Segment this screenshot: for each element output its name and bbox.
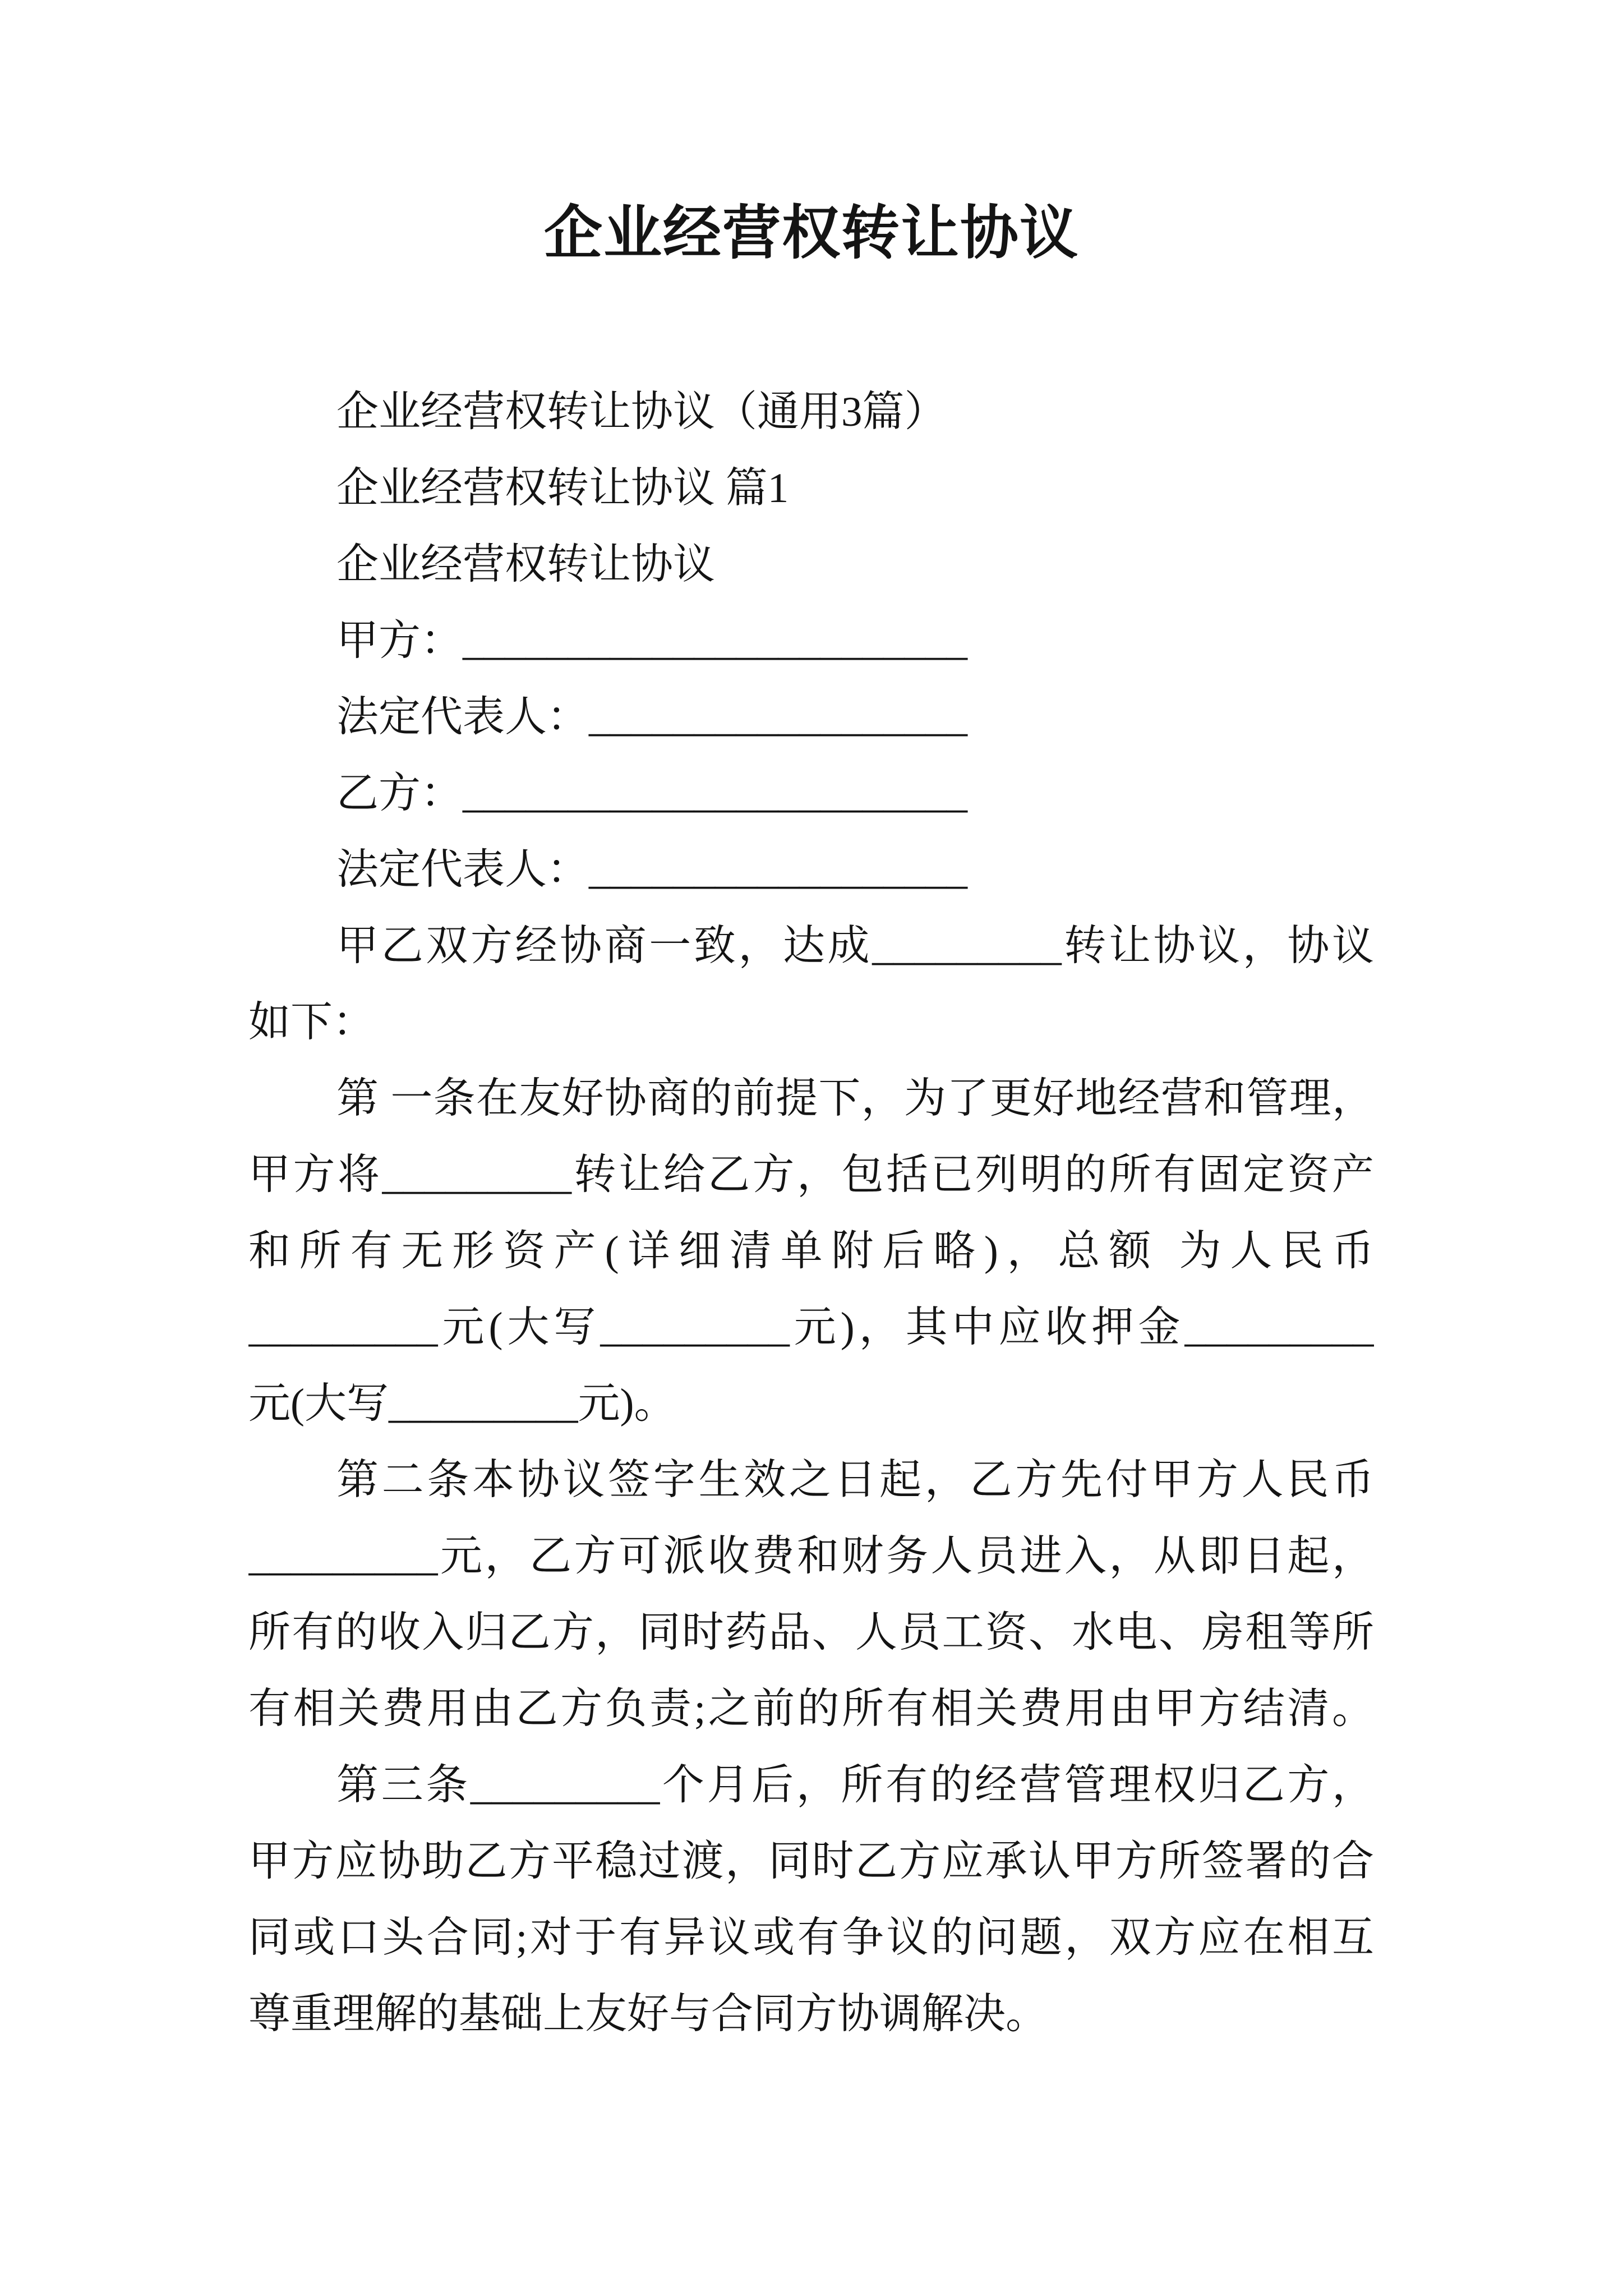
paragraph-line: 第 一条在友好协商的前提下，为了更好地经营和管理， <box>336 1075 1374 1122</box>
article-1-paragraph <box>248 1061 1374 1442</box>
paragraph-line: 甲方将_________转让给乙方，包括已列明的所有固定资产 <box>248 1152 1374 1198</box>
paragraph-line: _________元(大写_________元)，其中应收押金_________ <box>248 1304 1374 1351</box>
party-b-representative-label: 法定代表人： <box>336 846 589 893</box>
paragraph-line: 元(大写_________元)。 <box>248 1381 676 1427</box>
party-b-representative-line <box>248 832 1374 908</box>
collection-title: 企业经营权转让协议（通用3篇） <box>336 389 947 435</box>
paragraph-line: 有相关费用由乙方负责;之前的所有相关费用由甲方结清。 <box>248 1686 1374 1732</box>
paragraph-line: 和所有无形资产(详细清单附后略)，总额 为人民币 <box>248 1228 1374 1274</box>
article-heading: 企业经营权转让协议 篇1 <box>336 465 789 512</box>
document-title: 企业经营权转让协议 <box>543 201 1079 266</box>
article-2-paragraph <box>248 1442 1374 1747</box>
paragraph-line: 尊重理解的基础上友好与合同方协调解决。 <box>248 1991 1048 2037</box>
paragraph-line: 第二条本协议签字生效之日起，乙方先付甲方人民币 <box>336 1457 1374 1503</box>
party-a-line <box>248 603 1374 679</box>
contract-name: 企业经营权转让协议 <box>336 541 716 588</box>
party-b-line <box>248 756 1374 832</box>
paragraph-line: 如下： <box>248 999 375 1046</box>
paragraph-line: _________元，乙方可派收费和财务人员进入，从即日起， <box>248 1533 1374 1580</box>
paragraph-line: 甲方应协助乙方平稳过渡，同时乙方应承认甲方所签署的合 <box>248 1838 1374 1885</box>
party-a-blank: ________________________ <box>463 618 968 664</box>
party-a-representative-label: 法定代表人： <box>336 694 589 740</box>
article-3-paragraph <box>248 1747 1374 2053</box>
party-a-representative-blank: __________________ <box>589 694 968 740</box>
party-b-representative-blank: __________________ <box>589 846 968 893</box>
paragraph-line: 同或口头合同;对于有异议或有争议的问题，双方应在相互 <box>248 1915 1374 1961</box>
party-b-label: 乙方： <box>336 770 463 817</box>
party-a-representative-line <box>248 679 1374 756</box>
agreement-intro-paragraph <box>248 908 1374 1061</box>
party-b-blank: ________________________ <box>463 770 968 817</box>
paragraph-line: 所有的收入归乙方，同时药品、人员工资、水电、房租等所 <box>248 1609 1374 1656</box>
paragraph-line: 甲乙双方经协商一致，达成_________转让协议，协议 <box>336 923 1374 969</box>
document-body <box>248 374 1374 2053</box>
paragraph-line: 第三条_________个月后，所有的经营管理权归乙方， <box>336 1762 1374 1809</box>
party-a-label: 甲方： <box>336 618 463 664</box>
